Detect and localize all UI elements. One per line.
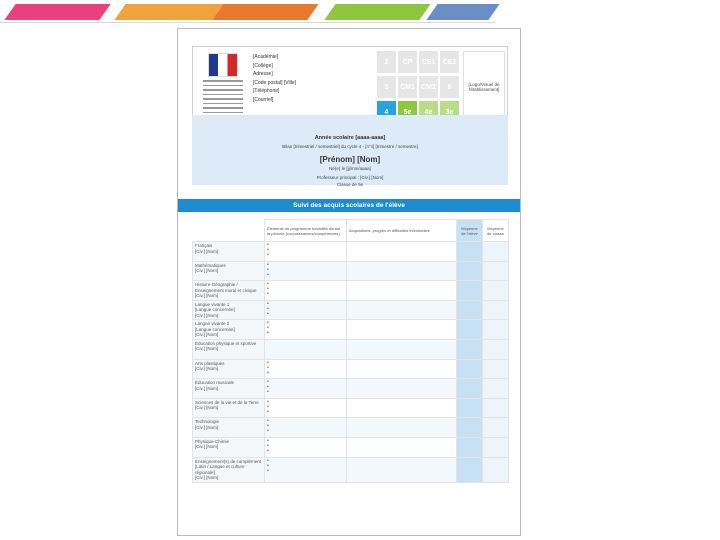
table-row bbox=[193, 300, 509, 320]
bullet-icon: • bbox=[267, 305, 269, 312]
bullet-icon: • bbox=[267, 252, 269, 258]
bullet-icon: • bbox=[267, 462, 269, 469]
bullet-icon: • bbox=[267, 281, 269, 288]
table-row bbox=[193, 320, 509, 340]
elements-cell[interactable] bbox=[265, 261, 347, 281]
table-row bbox=[193, 418, 509, 438]
avg-class-cell[interactable] bbox=[483, 320, 509, 340]
avg-class-cell[interactable] bbox=[483, 437, 509, 457]
subject-line: [Langue concernée] bbox=[195, 307, 235, 313]
subject-cell bbox=[193, 398, 265, 418]
avg-student-cell[interactable] bbox=[457, 300, 483, 320]
avg-student-cell[interactable] bbox=[457, 398, 483, 418]
elements-cell[interactable] bbox=[265, 339, 347, 359]
cycle-cell: CM1 bbox=[398, 76, 417, 98]
table-row bbox=[193, 359, 509, 379]
bullet-icon: • bbox=[267, 242, 269, 248]
student-info-panel bbox=[192, 115, 508, 185]
bullet-icon: • bbox=[267, 398, 269, 405]
subject-line: Histoire-Géographie / bbox=[195, 282, 238, 288]
subject-cell bbox=[193, 300, 265, 320]
decor-stripe bbox=[212, 4, 318, 20]
subject-cell bbox=[193, 281, 265, 301]
bullet-icon: • bbox=[267, 300, 269, 307]
acquisitions-cell[interactable] bbox=[347, 457, 457, 482]
avg-student-cell[interactable] bbox=[457, 242, 483, 262]
stripe-divider bbox=[0, 22, 495, 23]
bullet-icon: • bbox=[267, 369, 269, 376]
avg-class-cell[interactable] bbox=[483, 457, 509, 482]
bullet-icon: • bbox=[267, 418, 269, 425]
cycle-cell: 4e bbox=[419, 101, 438, 123]
cycle-cell: 3e bbox=[440, 101, 459, 123]
elements-cell[interactable] bbox=[265, 300, 347, 320]
subject-line: Français bbox=[195, 243, 213, 248]
bullet-icon: • bbox=[267, 428, 269, 435]
cycle-cell: 2 bbox=[377, 51, 396, 73]
subject-line: Enseignement moral et civique bbox=[195, 287, 257, 293]
school-info-line: [Académie] bbox=[253, 54, 279, 60]
table-row bbox=[193, 261, 509, 281]
acquisitions-cell[interactable] bbox=[347, 281, 457, 301]
avg-class-cell[interactable] bbox=[483, 418, 509, 438]
section-title: Suivi des acquis scolaires de l'élève bbox=[178, 199, 520, 212]
cycle-cell: 5e bbox=[398, 101, 417, 123]
acquisitions-cell[interactable] bbox=[347, 437, 457, 457]
bullet-icon: • bbox=[267, 291, 269, 298]
avg-student-cell[interactable] bbox=[457, 437, 483, 457]
header-elements: Éléments du programme travaillés durant la période (connaissances/compétences) bbox=[265, 220, 347, 242]
student-name: [Prénom] [Nom] bbox=[319, 155, 381, 164]
elements-cell[interactable] bbox=[265, 379, 347, 399]
subject-line: [Civ.] [Nom] bbox=[195, 444, 219, 450]
bullet-icon: • bbox=[267, 403, 269, 410]
results-table bbox=[192, 219, 509, 483]
school-info-line: [Téléphone] bbox=[253, 88, 280, 95]
subject-line: Éducation musicale bbox=[195, 380, 235, 386]
acquisitions-cell[interactable] bbox=[347, 398, 457, 418]
subject-cell bbox=[193, 418, 265, 438]
table-header-row bbox=[193, 220, 509, 242]
bullet-icon: • bbox=[267, 379, 269, 386]
bullet-icon: • bbox=[267, 447, 269, 454]
avg-student-cell[interactable] bbox=[457, 457, 483, 482]
elements-cell[interactable] bbox=[265, 437, 347, 457]
subject-line: Technologie bbox=[195, 419, 220, 425]
subject-line: [Civ.] [Nom] bbox=[195, 332, 219, 338]
bullet-icon: • bbox=[267, 271, 269, 278]
avg-student-cell[interactable] bbox=[457, 261, 483, 281]
subject-line: [Civ.] [Nom] bbox=[195, 248, 219, 254]
subject-line: [Langue concernée] bbox=[195, 326, 235, 332]
avg-class-cell[interactable] bbox=[483, 261, 509, 281]
bullet-icon: • bbox=[267, 408, 269, 415]
subject-line: [Civ.] [Nom] bbox=[195, 312, 219, 318]
header-avg-student: Moyenne de l'élève bbox=[457, 220, 483, 242]
subject-line: [Civ.] [Nom] bbox=[195, 475, 219, 481]
decor-stripe bbox=[324, 4, 430, 20]
avg-student-cell[interactable] bbox=[457, 359, 483, 379]
bullet-icon: • bbox=[267, 310, 269, 317]
bullet-icon: • bbox=[267, 261, 269, 268]
subject-line: Éducation physique et sportive bbox=[195, 340, 257, 346]
bullet-icon: • bbox=[267, 442, 269, 449]
class-label: Classe de 5e bbox=[336, 182, 364, 187]
avg-class-cell[interactable] bbox=[483, 379, 509, 399]
elements-cell[interactable] bbox=[265, 320, 347, 340]
report-card-document bbox=[177, 28, 521, 536]
bullet-icon: • bbox=[267, 286, 269, 293]
bullet-icon: • bbox=[267, 266, 269, 273]
subject-cell bbox=[193, 320, 265, 340]
subject-line: [Civ.] [Nom] bbox=[195, 268, 219, 274]
cycle-cell: 4 bbox=[377, 101, 396, 123]
cycle-cell: 3 bbox=[377, 76, 396, 98]
table-row bbox=[193, 339, 509, 359]
birth-date: Né(e) le [jj/mm/aaaa] bbox=[329, 166, 371, 171]
avg-student-cell[interactable] bbox=[457, 418, 483, 438]
cycle-cell: CE1 bbox=[419, 51, 438, 73]
school-info-line: [Collège] bbox=[253, 62, 273, 69]
bullet-icon: • bbox=[267, 320, 269, 327]
avg-class-cell[interactable] bbox=[483, 242, 509, 262]
school-info-line: [Code postal] [Ville] bbox=[253, 79, 296, 86]
subject-line: Langue vivante 2 bbox=[195, 321, 230, 327]
bullet-icon: • bbox=[267, 423, 269, 430]
subject-line: Mathématiques bbox=[195, 262, 226, 268]
elements-cell[interactable] bbox=[265, 457, 347, 482]
avg-class-cell[interactable] bbox=[483, 339, 509, 359]
period-label: Bilan [trimestriel / semestriel] du cycle 4 - [n°x] [trimestre / semestre] bbox=[282, 144, 418, 149]
acquisitions-cell[interactable] bbox=[347, 379, 457, 399]
subject-cell bbox=[193, 457, 265, 482]
table-row bbox=[193, 437, 509, 457]
bullet-icon: • bbox=[267, 384, 269, 391]
main-teacher: Professeur principal : [Civ.] [Nom] bbox=[316, 175, 384, 180]
bullet-icon: • bbox=[267, 364, 269, 371]
school-year: Année scolaire [aaaa-aaaa] bbox=[314, 135, 386, 141]
avg-class-cell[interactable] bbox=[483, 281, 509, 301]
cycle-cell: CP bbox=[398, 51, 417, 73]
avg-student-cell[interactable] bbox=[457, 379, 483, 399]
bullet-icon: • bbox=[267, 359, 269, 366]
school-logo-placeholder: [Logo/Visuel de l'établissement] bbox=[463, 51, 505, 127]
avg-student-cell[interactable] bbox=[457, 339, 483, 359]
cycle-cell: 6 bbox=[440, 76, 459, 98]
bullet-icon: • bbox=[267, 437, 269, 444]
subject-line: [Civ.] [Nom] bbox=[195, 424, 219, 430]
header-avg-class: Moyenne de classe bbox=[483, 220, 509, 242]
bullet-icon: • bbox=[267, 247, 269, 253]
avg-student-cell[interactable] bbox=[457, 281, 483, 301]
subject-line: [Civ.] [Nom] bbox=[195, 366, 219, 372]
subject-cell bbox=[193, 339, 265, 359]
elements-cell[interactable] bbox=[265, 418, 347, 438]
subject-line: [Civ.] [Nom] bbox=[195, 405, 219, 411]
table-row bbox=[193, 379, 509, 399]
cycle-cell: CE2 bbox=[440, 51, 459, 73]
avg-class-cell[interactable] bbox=[483, 398, 509, 418]
school-info-line: [Courriel] bbox=[253, 96, 274, 103]
subject-line: Arts plastiques bbox=[195, 360, 225, 366]
elements-cell[interactable] bbox=[265, 398, 347, 418]
header-acquisitions: Acquisitions, progrès et difficultés éventuelles bbox=[347, 220, 457, 242]
subject-cell bbox=[193, 359, 265, 379]
table-row bbox=[193, 242, 509, 262]
cycle-cell: CM2 bbox=[419, 76, 438, 98]
acquisitions-cell[interactable] bbox=[347, 359, 457, 379]
subject-cell bbox=[193, 379, 265, 399]
elements-cell[interactable] bbox=[265, 359, 347, 379]
avg-class-cell[interactable] bbox=[483, 359, 509, 379]
elements-cell[interactable] bbox=[265, 242, 347, 262]
table-row bbox=[193, 281, 509, 301]
decor-stripe bbox=[4, 4, 110, 20]
subject-line: [Civ.] [Nom] bbox=[195, 385, 219, 391]
subject-line: Physique-Chimie bbox=[195, 438, 230, 444]
subject-line: Langue vivante 1 bbox=[195, 301, 230, 307]
bullet-icon: • bbox=[267, 330, 269, 337]
bullet-icon: • bbox=[267, 467, 269, 474]
subject-line: [Latin / Langue et culture régionale] bbox=[195, 464, 245, 475]
subject-cell bbox=[193, 261, 265, 281]
subject-line: Enseignement(s) de complément bbox=[195, 458, 262, 464]
acquisitions-cell[interactable] bbox=[347, 320, 457, 340]
subject-line: [Civ.] [Nom] bbox=[195, 293, 219, 299]
table-row bbox=[193, 398, 509, 418]
acquisitions-cell[interactable] bbox=[347, 418, 457, 438]
header-empty bbox=[193, 220, 265, 242]
school-info-line: Adresse] bbox=[253, 71, 273, 78]
elements-cell[interactable] bbox=[265, 281, 347, 301]
marianne-flag-icon bbox=[208, 53, 238, 77]
subject-line: Sciences de la vie et de la Terre bbox=[195, 399, 259, 405]
subject-line: [Civ.] [Nom] bbox=[195, 346, 219, 352]
acquisitions-cell[interactable] bbox=[347, 242, 457, 262]
avg-class-cell[interactable] bbox=[483, 300, 509, 320]
school-info bbox=[253, 53, 373, 105]
table-row bbox=[193, 457, 509, 482]
acquisitions-cell[interactable] bbox=[347, 300, 457, 320]
subject-cell bbox=[193, 437, 265, 457]
acquisitions-cell[interactable] bbox=[347, 339, 457, 359]
subject-cell bbox=[193, 242, 265, 262]
acquisitions-cell[interactable] bbox=[347, 261, 457, 281]
bullet-icon: • bbox=[267, 389, 269, 396]
bullet-icon: • bbox=[267, 457, 269, 464]
avg-student-cell[interactable] bbox=[457, 320, 483, 340]
decor-stripe bbox=[426, 4, 499, 20]
ministry-text-lines bbox=[197, 80, 249, 113]
bullet-icon: • bbox=[267, 325, 269, 332]
